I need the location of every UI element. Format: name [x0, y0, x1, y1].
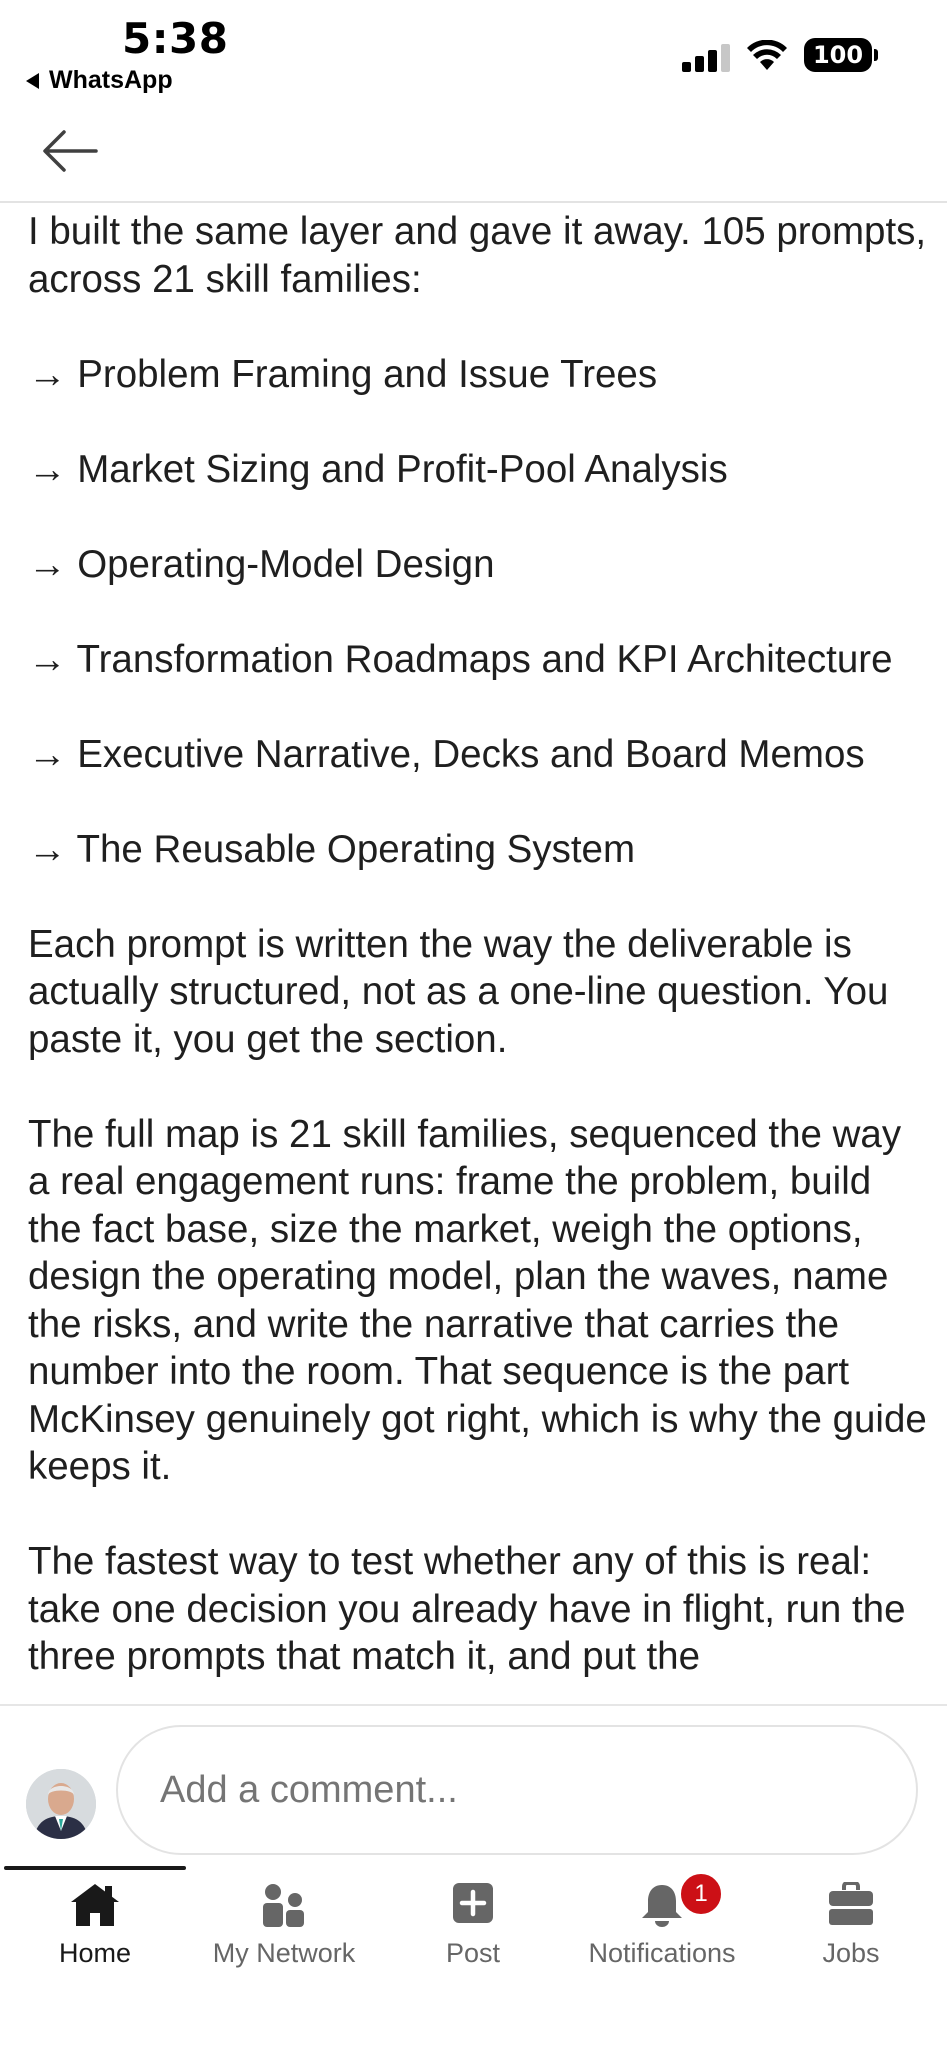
nav-post[interactable]: [378, 1872, 568, 1972]
back-to-whatsapp-link[interactable]: [26, 66, 173, 95]
bullet-item: → The Reusable Operating System: [28, 827, 636, 871]
active-tab-indicator: [4, 1866, 186, 1870]
avatar[interactable]: [26, 1769, 96, 1839]
post-paragraph: Each prompt is written the way the deliverable is actually structured, not as a one-line question. You paste it, you get the section.: [28, 922, 889, 1061]
briefcase-icon: [827, 1882, 875, 1926]
nav-home[interactable]: [0, 1872, 190, 1972]
post-intro: I built the same layer and gave it away. 105 prompts, across 21 skill families:: [28, 210, 927, 301]
bullet-item: → Transformation Roadmaps and KPI Architecture: [28, 637, 893, 681]
nav-notifications-label: Notifications: [588, 1938, 736, 1968]
nav-home-label: Home: [58, 1938, 132, 1968]
arrow-left-icon[interactable]: [40, 126, 98, 176]
network-icon: [261, 1882, 307, 1928]
comment-input[interactable]: [116, 1725, 918, 1855]
signal-icon: [682, 44, 732, 72]
nav-jobs-label: Jobs: [822, 1938, 880, 1968]
bullet-item: → Operating-Model Design: [28, 542, 495, 586]
battery-nub: [874, 49, 878, 61]
battery-icon: 100: [804, 38, 872, 72]
bullet-item: → Problem Framing and Issue Trees: [28, 352, 658, 396]
post-text: [28, 208, 928, 1704]
wifi-icon: [746, 40, 788, 72]
back-to-app-label: WhatsApp: [49, 66, 173, 94]
bullet-item: → Executive Narrative, Decks and Board Memos: [28, 732, 865, 776]
nav-my-network[interactable]: [189, 1872, 379, 1972]
home-icon: [69, 1882, 121, 1928]
nav-post-label: Post: [445, 1938, 501, 1968]
header-divider: [0, 201, 947, 203]
back-triangle-icon: [26, 73, 39, 89]
notification-badge: 1: [678, 1871, 724, 1917]
post-paragraph: The fastest way to test whether any of this is real: take one decision you already have in flight, run the three prompts that match it, and put the: [28, 1540, 906, 1678]
avatar-photo-icon: [26, 1769, 96, 1839]
post-plus-icon: [452, 1882, 494, 1924]
status-time: 5:38: [122, 14, 229, 63]
nav-jobs[interactable]: [756, 1872, 946, 1972]
nav-network-label: My Network: [212, 1938, 356, 1968]
post-paragraph: The full map is 21 skill families, sequenced the way a real engagement runs: frame the problem, build the fact base, size the market, weigh the options, design the operating model, plan the waves, name the risks, and write the narrative that carries the number into the room. That sequence is the part McKinsey genuinely got right, which is why the guide keeps it.: [28, 1112, 927, 1488]
comment-divider: [0, 1704, 947, 1706]
bullet-item: → Market Sizing and Profit-Pool Analysis: [28, 447, 728, 491]
nav-notifications[interactable]: [567, 1872, 757, 1972]
